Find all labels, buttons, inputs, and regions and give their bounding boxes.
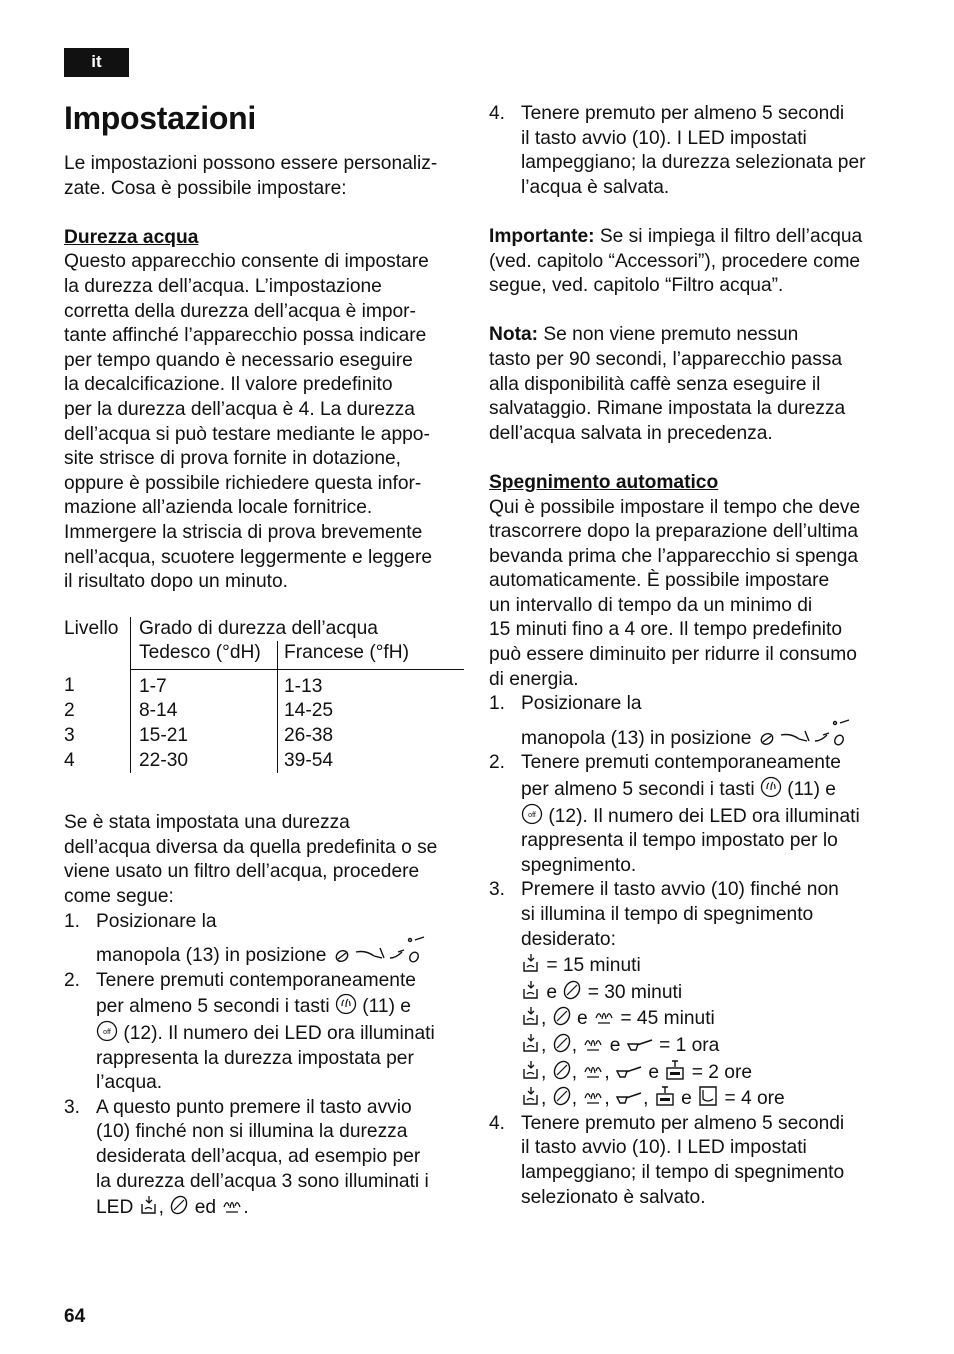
procedure-intro: Se è stata impostata una durezza dell’acqua diversa da quella predefinita o se viene usato un filtro dell’acqua, procedere come segue: [64, 812, 438, 908]
cell-french: 26-38 [278, 724, 465, 749]
steam-icon [582, 1059, 604, 1081]
hardness-steps [64, 910, 464, 1221]
pipe-icon [615, 1059, 643, 1081]
col-french-header: Francese (°fH) [278, 641, 465, 669]
water-hardness-heading: Durezza acqua [64, 226, 199, 248]
steam-icon [593, 1005, 615, 1027]
auto-off-steps [489, 692, 894, 1210]
bean-icon [552, 1059, 572, 1081]
hardness-steps-continued [489, 102, 894, 200]
descale-icon [664, 1059, 686, 1081]
cup-icon [139, 1194, 159, 1216]
table-row [64, 724, 464, 749]
cup-icon [521, 1085, 541, 1107]
list-item: 2. Tenere premuti contemporaneamente per almeno 5 secondi i tasti (11) e off (12). Il numero dei LED ora illuminati rappresenta la durezza impostata per l’acqua. [64, 969, 435, 1094]
step-number: 2. [64, 969, 81, 991]
bean-icon [562, 979, 582, 1001]
list-item: 3. Premere il tasto avvio (10) finché non si illumina il tempo di spegnimento desiderato: = 15 minuti e = 30 minuti , e = 45 minuti , , e = 1 ora , , , e = 2 ore , , , , e = 4 ore [489, 879, 839, 1110]
cell-level: 1 [64, 675, 75, 697]
list-item: 3. A questo punto premere il tasto avvio (10) finché non si illumina la durezza desiderata dell’acqua, ad esempio per la durezza dell’acqua 3 sono illuminati i LED , ed . [64, 1096, 429, 1219]
bean-icon [552, 1085, 572, 1107]
cell-level: 3 [64, 725, 75, 747]
step-number: 1. [64, 910, 81, 932]
table-header-row [64, 617, 464, 642]
step-number: 2. [489, 752, 506, 774]
descale-icon [654, 1085, 676, 1107]
water-hardness-text: Questo apparecchio consente di impostare la durezza dell’acqua. L’impostazione corretta della durezza dell’acqua è impor- tante affinché l’apparecchio possa indicare per tempo quando è necessario eseguire la decalcificazione. Il valore predefinito per la durezza dell’acqua è 4. La durezza dell’acqua si può testare mediante le appo- site strisce di prova fornite in dotazione, oppure è possibile richiedere questa infor- mazione all’azienda locale fornitrice. Immergere la striscia di prova brevemente nell’acqua, scuotere leggermente e leggere il risultato dopo un minuto. [64, 251, 433, 593]
language-tab: it [64, 48, 129, 77]
cell-level: 4 [64, 749, 75, 771]
right-column [489, 102, 894, 1210]
auto-off-text: Qui è possibile impostare il tempo che deve trascorrere dopo la preparazione dell’ultima bevanda prima che l’apparecchio si spenga automaticamente. È possibile impostare un intervallo di tempo da un minimo di 15 minuti fino a 4 ore. Il tempo predefinito può essere diminuito per ridurre il consumo di energia. [489, 496, 861, 690]
col-german-header: Tedesco (°dH) [131, 641, 278, 669]
steam-icon [582, 1085, 604, 1107]
cup-icon [521, 1059, 541, 1081]
table-row [64, 699, 464, 724]
step-number: 1. [489, 693, 506, 715]
list-item: 4. Tenere premuto per almeno 5 secondi il tasto avvio (10). I LED impostati lampeggiano; la durezza selezionata per l’acqua è salvata. [489, 103, 866, 198]
cup-icon [521, 979, 541, 1001]
cell-french: 14-25 [278, 699, 465, 724]
steam-icon [582, 1032, 604, 1054]
intro-text: Le impostazioni possono essere personaliz- zate. Cosa è possibile impostare: [64, 153, 438, 199]
list-item: 2. Tenere premuti contemporaneamente per almeno 5 secondi i tasti (11) e off (12). Il numero dei LED ora illuminati rappresenta il tempo impostato per lo spegnimento. [489, 752, 860, 876]
svg-text:off: off [528, 811, 536, 819]
hardness-table [64, 617, 464, 774]
list-item: 4. Tenere premuto per almeno 5 secondi il tasto avvio (10). I LED impostati lampeggiano; il tempo di spegnimento selezionato è salvato. [489, 1112, 845, 1208]
svg-text:off: off [103, 1029, 111, 1036]
cell-level: 2 [64, 700, 75, 722]
steam-button-icon [335, 993, 357, 1015]
dial-position-icon [332, 934, 428, 964]
step-number: 4. [489, 1112, 506, 1134]
filter-icon [697, 1085, 719, 1107]
note-label: Nota: [489, 324, 539, 346]
cell-german: 1-7 [131, 669, 278, 699]
page-title: Impostazioni [64, 100, 256, 136]
cell-french: 39-54 [278, 749, 465, 774]
table-row [64, 669, 464, 699]
steam-icon [221, 1194, 243, 1216]
left-column [64, 152, 464, 1221]
col-level-header: Livello [64, 617, 119, 639]
bean-icon [552, 1005, 572, 1027]
bean-icon [169, 1194, 189, 1216]
pipe-icon [615, 1085, 643, 1107]
list-item: 1. Posizionare la manopola (13) in posizione [489, 692, 894, 751]
list-item: 1. Posizionare la manopola (13) in posizione [64, 910, 464, 969]
power-off-icon [96, 1020, 118, 1042]
dial-position-icon [757, 717, 853, 747]
important-note: Importante: Se si impiega il filtro dell’acqua (ved. capitolo “Accessori”), procedere come segue, ved. capitolo “Filtro acqua”. [489, 225, 863, 297]
pipe-icon [626, 1032, 654, 1054]
step-number: 3. [489, 879, 506, 901]
table-row [64, 749, 464, 774]
important-label: Importante: [489, 225, 595, 247]
note: Nota: Se non viene premuto nessun tasto per 90 secondi, l’apparecchio passa alla disponibilità caffè senza eseguire il salvataggio. Rimane impostata la durezza dell’acqua salvata in precedenza. [489, 324, 846, 444]
step-number: 3. [64, 1096, 81, 1118]
cell-french: 1-13 [278, 669, 465, 699]
page-number: 64 [64, 1306, 86, 1327]
step-number: 4. [489, 103, 506, 124]
table-subheader-row [64, 641, 464, 669]
cup-icon [521, 952, 541, 974]
power-off-icon [521, 803, 543, 825]
auto-off-heading: Spegnimento automatico [489, 471, 719, 493]
col-degree-header: Grado di durezza dell’acqua [131, 617, 465, 642]
cell-german: 22-30 [131, 749, 278, 774]
cell-german: 15-21 [131, 724, 278, 749]
cell-german: 8-14 [131, 699, 278, 724]
steam-button-icon [760, 776, 782, 798]
cup-icon [521, 1032, 541, 1054]
cup-icon [521, 1005, 541, 1027]
bean-icon [552, 1032, 572, 1054]
